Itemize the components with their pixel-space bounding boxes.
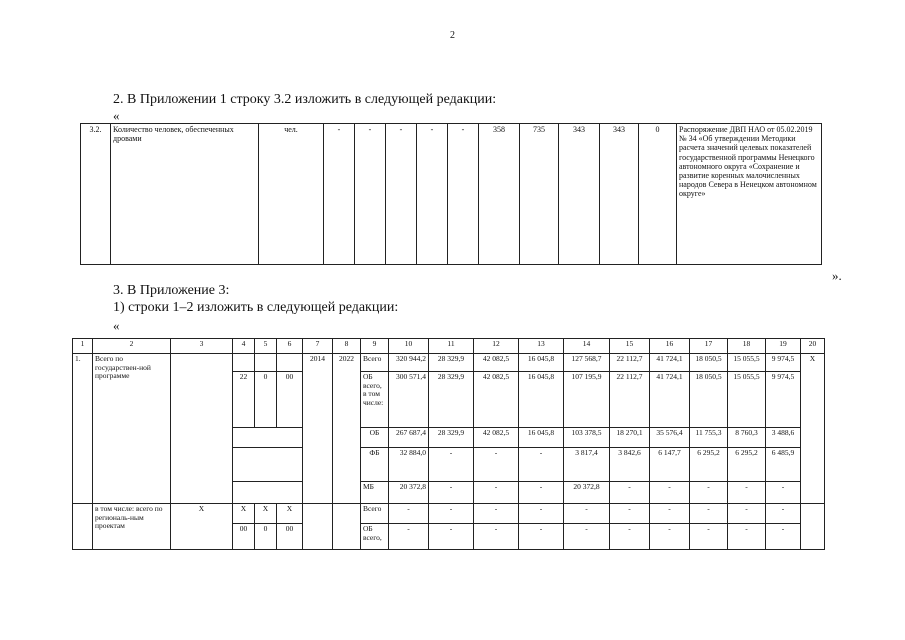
column-number-header — [73, 339, 825, 354]
regional-projects-name: в том числе: всего по региональ-ным проектам — [93, 504, 171, 550]
value-cell: 41 724,1 — [650, 372, 690, 428]
empty-cell — [233, 448, 303, 482]
column-number: 20 — [801, 339, 825, 354]
value-cell: - — [389, 524, 429, 550]
value-cell: 300 571,4 — [389, 372, 429, 428]
code-cell: 00 — [277, 524, 303, 550]
column-number: 11 — [429, 339, 474, 354]
value-cell: - — [429, 448, 474, 482]
value-cell: 6 147,7 — [650, 448, 690, 482]
value-cell: 15 055,5 — [728, 354, 766, 372]
value-cell: 6 485,9 — [766, 448, 801, 482]
empty-cell — [303, 504, 333, 550]
table-row — [73, 504, 825, 524]
value-cell: 32 884,0 — [389, 448, 429, 482]
column-number: 8 — [333, 339, 361, 354]
close-quote-1: ». — [832, 268, 842, 283]
value-cell: 3 817,4 — [564, 448, 610, 482]
funding-label: ОБ — [361, 428, 389, 448]
column-number: 16 — [650, 339, 690, 354]
empty-cell — [233, 482, 303, 504]
table-row — [73, 354, 825, 372]
value-cell: - — [564, 524, 610, 550]
value-cell: - — [386, 124, 417, 265]
start-year: 2014 — [303, 354, 333, 504]
value-cell: 127 568,7 — [564, 354, 610, 372]
mark-cell: X — [171, 504, 233, 550]
value-cell: - — [474, 504, 519, 524]
value-cell: - — [519, 482, 564, 504]
value-cell: 358 — [479, 124, 520, 265]
mark-cell: X — [277, 504, 303, 524]
column-number: 10 — [389, 339, 429, 354]
funding-label: МБ — [361, 482, 389, 504]
value-cell: - — [728, 524, 766, 550]
funding-label: Всего — [361, 354, 389, 372]
value-cell: - — [417, 124, 448, 265]
row-number: 3.2. — [81, 124, 111, 265]
value-cell: 28 329,9 — [429, 354, 474, 372]
value-cell: - — [728, 482, 766, 504]
value-cell: 15 055,5 — [728, 372, 766, 428]
finance-table — [72, 338, 825, 550]
value-cell: 35 576,4 — [650, 428, 690, 448]
value-cell: 320 944,2 — [389, 354, 429, 372]
column-number: 9 — [361, 339, 389, 354]
code-cell: 0 — [255, 372, 277, 428]
value-cell: 28 329,9 — [429, 372, 474, 428]
unit: чел. — [259, 124, 324, 265]
code-cell: 00 — [233, 524, 255, 550]
section-2-heading: 2. В Приложении 1 строку 3.2 изложить в следующей редакции: — [113, 92, 497, 107]
value-cell: 107 195,9 — [564, 372, 610, 428]
value-cell: 16 045,8 — [519, 354, 564, 372]
value-cell: 11 755,3 — [690, 428, 728, 448]
value-cell: 28 329,9 — [429, 428, 474, 448]
empty-cell — [233, 428, 303, 448]
open-quote-2: « — [113, 318, 120, 333]
value-cell: - — [474, 448, 519, 482]
column-number: 14 — [564, 339, 610, 354]
value-cell: - — [519, 524, 564, 550]
column-number: 15 — [610, 339, 650, 354]
value-cell: 0 — [639, 124, 677, 265]
column-number: 18 — [728, 339, 766, 354]
column-number: 5 — [255, 339, 277, 354]
funding-label: ОБ всего, в том числе: — [361, 372, 389, 428]
value-cell: - — [519, 448, 564, 482]
column-number: 19 — [766, 339, 801, 354]
column-number: 7 — [303, 339, 333, 354]
value-cell: 16 045,8 — [519, 372, 564, 428]
value-cell: - — [728, 504, 766, 524]
value-cell: - — [429, 504, 474, 524]
value-cell: - — [355, 124, 386, 265]
value-cell: 16 045,8 — [519, 428, 564, 448]
section-3-heading: 3. В Приложение 3: — [113, 283, 230, 298]
row-number: 1. — [73, 354, 93, 504]
column-number: 12 — [474, 339, 519, 354]
value-cell: 42 082,5 — [474, 372, 519, 428]
empty-cell — [801, 504, 825, 550]
value-cell: 9 974,5 — [766, 354, 801, 372]
value-cell: 3 842,6 — [610, 448, 650, 482]
value-cell: 343 — [600, 124, 639, 265]
value-cell: - — [650, 482, 690, 504]
funding-label: ОБ всего, — [361, 524, 389, 550]
value-cell: - — [429, 482, 474, 504]
value-cell: - — [610, 524, 650, 550]
mark-cell: X — [233, 504, 255, 524]
column-number: 6 — [277, 339, 303, 354]
value-cell: - — [564, 504, 610, 524]
value-cell: 9 974,5 — [766, 372, 801, 428]
empty-cell — [233, 354, 255, 372]
value-cell: - — [324, 124, 355, 265]
value-cell: - — [766, 524, 801, 550]
value-cell: - — [690, 524, 728, 550]
value-cell: 735 — [520, 124, 559, 265]
indicator-name: Количество человек, обеспеченных дровами — [111, 124, 259, 265]
source-document: Распоряжение ДВП НАО от 05.02.2019 № 34 «Об утверждении Методики расчета значений целевых показателей государственной программы Ненецкого автономного округа «Сохранение и развитие коренных малочисленных народов Севера в Ненецком автономном округе» — [677, 124, 822, 265]
end-year: 2022 — [333, 354, 361, 504]
value-cell: - — [610, 504, 650, 524]
value-cell: - — [766, 482, 801, 504]
empty-cell — [255, 354, 277, 372]
value-cell: 6 295,2 — [690, 448, 728, 482]
value-cell: - — [448, 124, 479, 265]
value-cell: 41 724,1 — [650, 354, 690, 372]
value-cell: - — [766, 504, 801, 524]
column-number: 17 — [690, 339, 728, 354]
value-cell: 18 050,5 — [690, 354, 728, 372]
code-cell: 22 — [233, 372, 255, 428]
indicator-table — [80, 123, 822, 265]
value-cell: 18 050,5 — [690, 372, 728, 428]
funding-label: Всего — [361, 504, 389, 524]
empty-cell — [73, 504, 93, 550]
value-cell: - — [690, 482, 728, 504]
code-cell: 0 — [255, 524, 277, 550]
value-cell: - — [474, 524, 519, 550]
value-cell: 267 687,4 — [389, 428, 429, 448]
section-3-subheading: 1) строки 1–2 изложить в следующей редакции: — [113, 300, 399, 315]
value-cell: 42 082,5 — [474, 354, 519, 372]
code-cell: 00 — [277, 372, 303, 428]
column-number: 1 — [73, 339, 93, 354]
value-cell: - — [690, 504, 728, 524]
value-cell: - — [389, 504, 429, 524]
column-number: 2 — [93, 339, 171, 354]
funding-label: ФБ — [361, 448, 389, 482]
value-cell: 42 082,5 — [474, 428, 519, 448]
value-cell: - — [519, 504, 564, 524]
value-cell: 22 112,7 — [610, 372, 650, 428]
column-20-mark: X — [801, 354, 825, 504]
column-number: 13 — [519, 339, 564, 354]
value-cell: 343 — [559, 124, 600, 265]
value-cell: 22 112,7 — [610, 354, 650, 372]
empty-cell — [333, 504, 361, 550]
value-cell: 20 372,8 — [389, 482, 429, 504]
value-cell: 18 270,1 — [610, 428, 650, 448]
empty-cell — [171, 354, 233, 504]
value-cell: - — [429, 524, 474, 550]
value-cell: - — [474, 482, 519, 504]
program-name: Всего по государствен-ной программе — [93, 354, 171, 504]
mark-cell: X — [255, 504, 277, 524]
empty-cell — [277, 354, 303, 372]
value-cell: 8 760,3 — [728, 428, 766, 448]
open-quote-1: « — [113, 108, 120, 123]
value-cell: 3 488,6 — [766, 428, 801, 448]
indicator-row-3-2 — [81, 124, 822, 265]
value-cell: 6 295,2 — [728, 448, 766, 482]
value-cell: - — [610, 482, 650, 504]
column-number: 3 — [171, 339, 233, 354]
page-number: 2 — [450, 30, 455, 41]
value-cell: - — [650, 524, 690, 550]
value-cell: 20 372,8 — [564, 482, 610, 504]
value-cell: - — [650, 504, 690, 524]
column-number: 4 — [233, 339, 255, 354]
value-cell: 103 378,5 — [564, 428, 610, 448]
